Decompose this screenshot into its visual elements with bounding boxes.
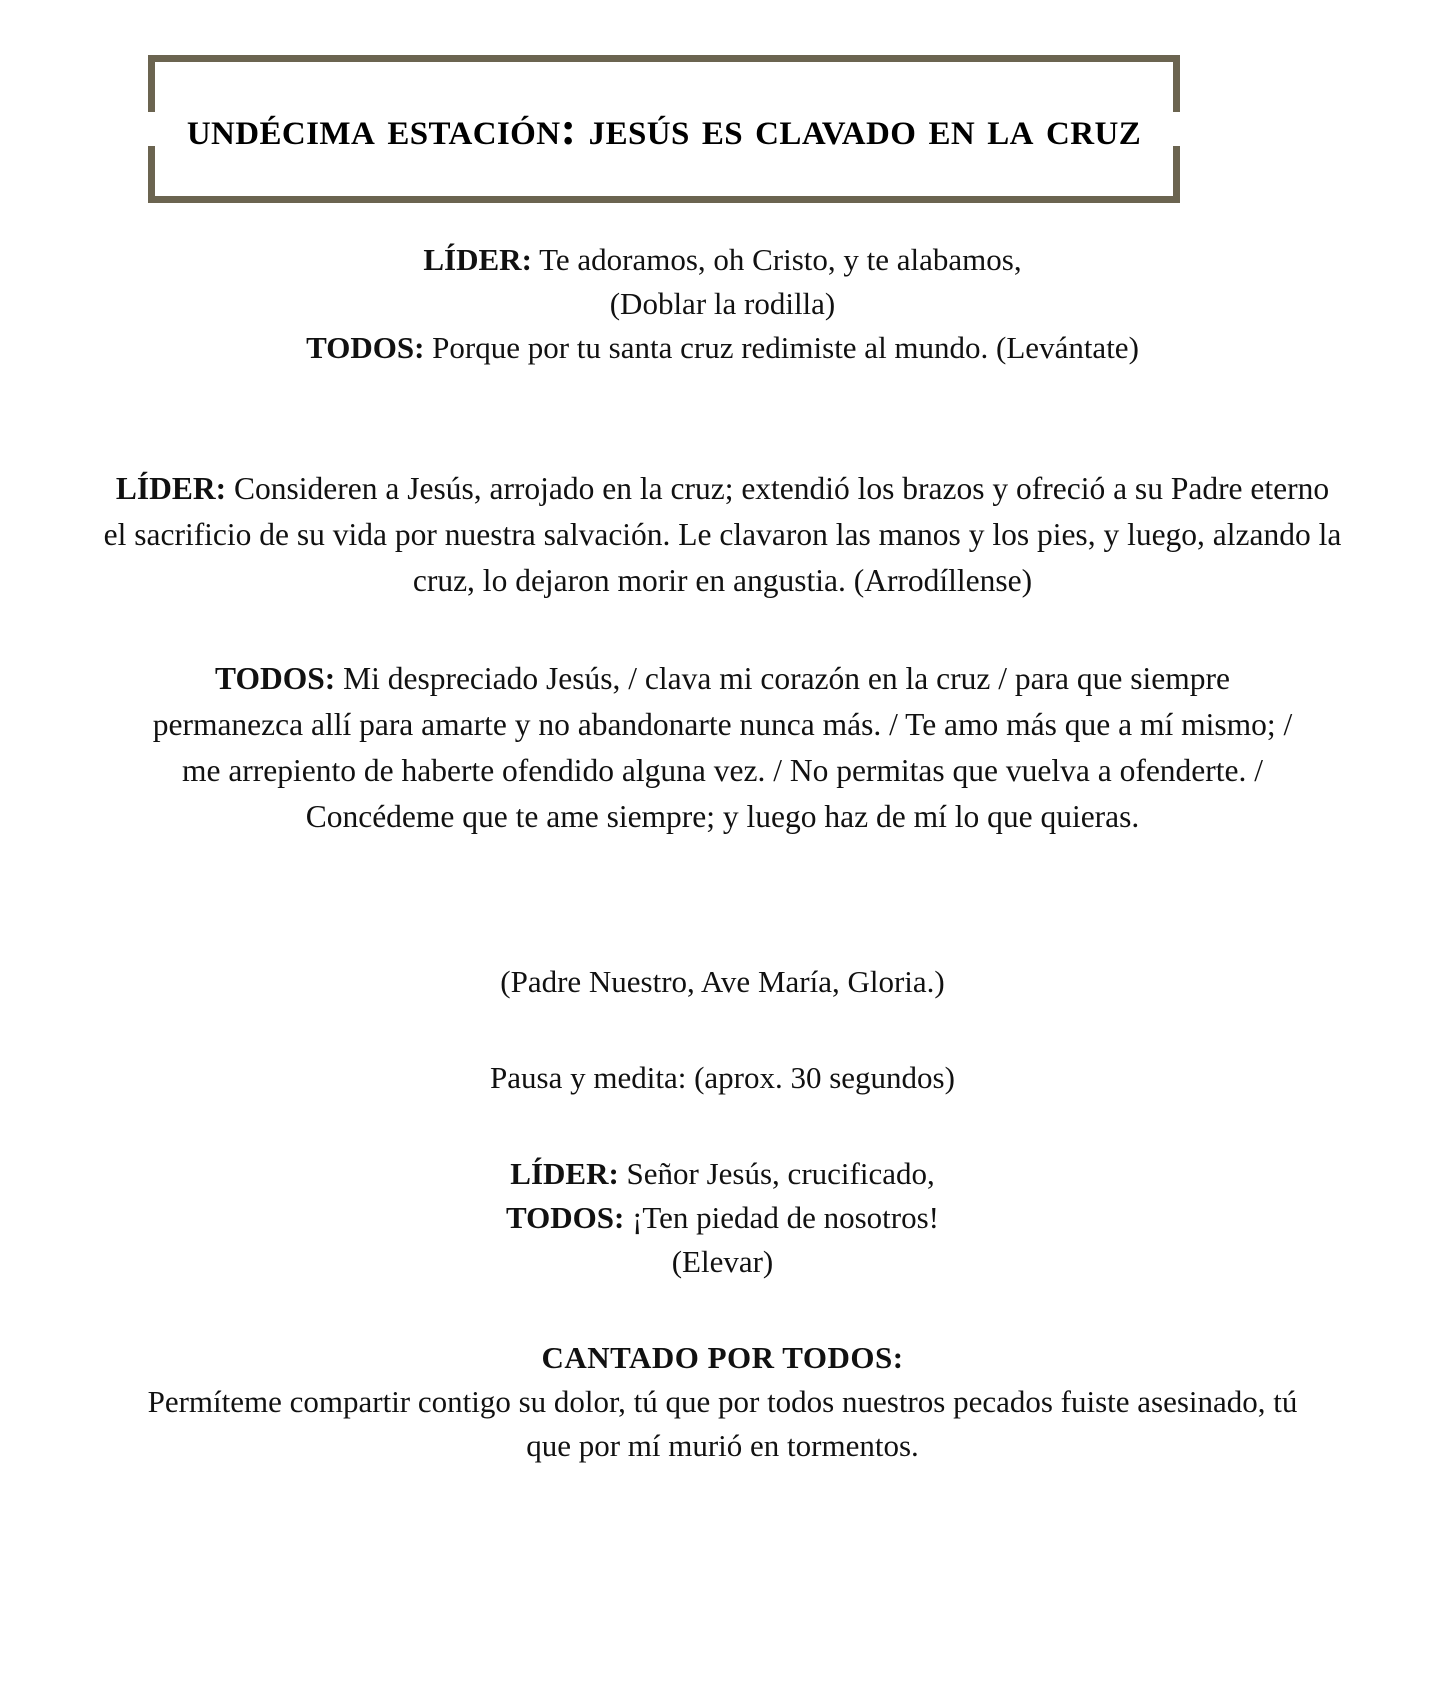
frame-left-lower-border — [148, 146, 155, 203]
speaker-label-lider: LÍDER: — [423, 242, 532, 277]
frame-right-lower-border — [1173, 146, 1180, 203]
invocation-line-2 — [223, 1196, 1223, 1240]
document-body — [0, 230, 1445, 1468]
song-heading: CANTADO POR TODOS: — [541, 1340, 904, 1376]
spacer — [0, 840, 1445, 960]
meditation-paragraph — [103, 466, 1343, 604]
page-title: undécima estación: jesús es clavado en la cruz — [186, 102, 1142, 155]
spacer — [0, 1004, 1445, 1056]
prayers-line: (Padre Nuestro, Ave María, Gloria.) — [500, 963, 945, 999]
frame-top-border — [148, 55, 1180, 62]
spacer — [0, 370, 1445, 466]
response-text: Mi despreciado Jesús, / clava mi corazón en la cruz / para que siempre permanezca allí para amarte y no abandonarte nunca más. / Te amo más que a mí mismo; / me arrepiento de haberte ofendido alguna vez. / No permitas que vuelva a ofenderte. / Concédeme que te ame siempre; y luego haz de mí lo que quieras. — [152, 661, 1293, 834]
speaker-label-todos: TODOS: — [306, 330, 425, 366]
opening-line-1 — [223, 238, 1223, 282]
invocation-block — [223, 1152, 1223, 1284]
invocation-line-1-text: Señor Jesús, crucificado, — [618, 1155, 935, 1191]
spacer — [0, 1100, 1445, 1152]
speaker-label-lider: LÍDER: — [510, 1155, 619, 1191]
opening-line-1-text: Te adoramos, oh Cristo, y te alabamos, — [531, 242, 1022, 277]
opening-line-3 — [223, 326, 1223, 370]
title-frame — [148, 55, 1180, 203]
song-text: Permíteme compartir contigo su dolor, tú que por todos nuestros pecados fuiste asesinado, tú que por mí murió en tormentos. — [147, 1384, 1298, 1464]
response-paragraph — [148, 656, 1298, 840]
speaker-label-todos: TODOS: — [506, 1199, 625, 1235]
opening-line-2: (Doblar la rodilla) — [609, 286, 836, 322]
invocation-line-2-text: ¡Ten piedad de nosotros! — [624, 1199, 939, 1235]
spacer — [0, 604, 1445, 656]
spacer — [0, 1284, 1445, 1336]
speaker-label-lider: LÍDER: — [115, 471, 227, 507]
frame-bottom-border — [148, 196, 1180, 203]
meditation-text: Consideren a Jesús, arrojado en la cruz; extendió los brazos y ofreció a su Padre eterno el sacrificio de su vida por nuestra salvación. Le clavaron las manos y los pies, y luego, alzando la cruz, lo dejaron morir en angustia. (Arrodíllense) — [103, 471, 1342, 599]
frame-left-upper-border — [148, 55, 155, 112]
invocation-line-3: (Elevar) — [671, 1244, 774, 1279]
opening-line-3-text: Porque por tu santa cruz redimiste al mundo. (Levántate) — [424, 330, 1139, 366]
invocation-line-1 — [223, 1152, 1223, 1196]
speaker-label-todos: TODOS: — [215, 661, 336, 696]
frame-right-upper-border — [1173, 55, 1180, 112]
opening-versicle — [223, 238, 1223, 370]
pause-line: Pausa y medita: (aprox. 30 segundos) — [490, 1059, 955, 1095]
